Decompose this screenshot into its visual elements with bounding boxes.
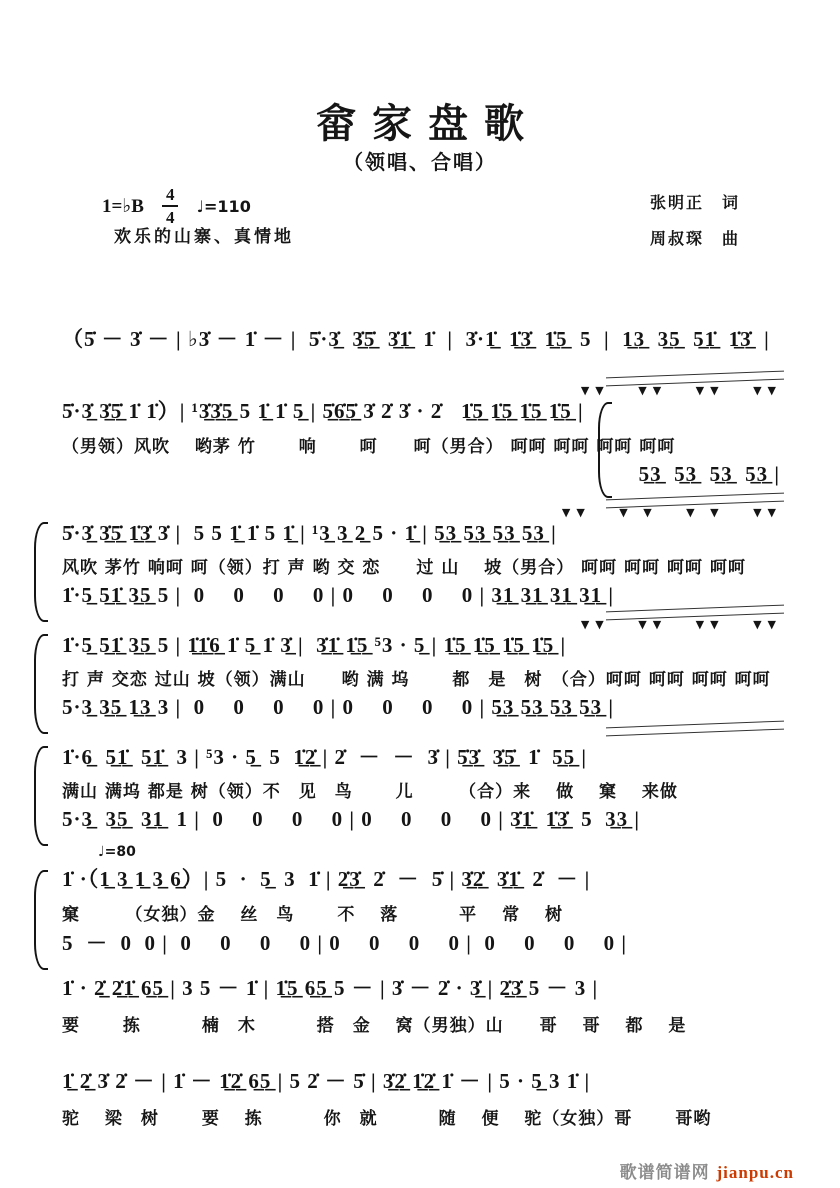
accent-marks: ▼▼ ▼▼ ▼▼ ▼▼ (580, 618, 782, 631)
composer-credit: 周叔琛 曲 (650, 229, 741, 248)
voice2-line: 1̇·5̲ 5̲1̲̇ 3̲5̲ 5 | 0 0 0 0 | 0 0 0 0 | 3̲1̲ 3̲1̲ 3̲1̲ 3̲1̲ | (62, 583, 615, 608)
voice2-line: 5·3̲ 3̲5̲ 1̲3̲ 3 | 0 0 0 0 | 0 0 0 0 | 5̲3̲ 5̲3̲ 5̲3̲ 5̲3̲ | (62, 695, 615, 720)
system-5 (62, 728, 798, 833)
lyrics-line: 要 拣 楠 木 搭 金 窝（男独）山 哥 哥 都 是 (62, 1016, 687, 1037)
voice-brace (34, 634, 48, 734)
system-1 (62, 326, 798, 352)
key-time-tempo-row (102, 186, 251, 226)
time-signature (162, 186, 179, 226)
lyrics-line: 风吹 茅竹 响呵 呵（领）打 声 哟 交 恋 过 山 坡（男合） 呵呵 呵呵 呵呵 呵呵 (62, 558, 746, 579)
lyrics-line: 窠 （女独）金 丝 鸟 不 落 平 常 树 (62, 905, 564, 926)
voice2-line: 5·3̲ 3̲5̲ 3̲1̲ 1 | 0 0 0 0 | 0 0 0 0 | 3̲̇1̲̇ 1̲̇3̲̇ 5 3̲3̲ | (62, 807, 641, 832)
notes-line: 1̇·6̲ 5̲1̲̇ 5̲1̲̇ 3 | ⁵3 · 5̲ 5 1̲̇2̲̇ | 2̇ － － 3̇ | 5̲̇3̲̇ 3̲̇5̲̇ 1̇ 5̲5̲ | (62, 745, 588, 769)
song-subtitle: （领唱、合唱） (343, 150, 497, 174)
voice-brace (34, 746, 48, 846)
lyricist-credit: 张明正 词 (650, 193, 741, 212)
system-3 (62, 500, 798, 609)
key-signature: 1=♭B (102, 195, 144, 217)
voice-brace (34, 522, 48, 622)
notes-line: （5̇ － 3̇ － | ♭3̇ － 1̇ － | 5̇·3̲̇ 3̲̇5̲̇ 3̲̇1̲̇ 1̇ | 3̇·1̲̇ 1̲̇3̲̇ 1̲̇5̲ 5 | 1̲3̲ 3̲5̲ 5̲1̲̇ 1̲̇3̲̇ | (62, 327, 770, 351)
notes-line: 1̇ ·（1̲ 3̲ 1̲ 3̲ 6̲）| 5 · 5̲ 3 1̇ | 2̲̇3̲̇ 2̇ － 5̇ | 3̲̇2̲̇ 3̲̇1̲̇ 2̇ － | (62, 867, 591, 891)
expression-marking: 欢乐的山寨、真情地 (114, 227, 294, 247)
lyrics-line: （男领）风吹 哟茅 竹 响 呵 呵（男合） 呵呵 呵呵 呵呵 呵呵 (62, 437, 676, 458)
system-6 (62, 844, 798, 957)
time-signature-denominator: 4 (165, 208, 175, 227)
lyrics-line: 满山 满坞 都是 树（领）不 见 鸟 儿 （合）来 做 窠 来做 (62, 782, 678, 803)
notes-line: 1̇ · 2̲̇ 2̲̇1̲̇ 6̲5̲ | 3 5 － 1̇ | 1̲̇5̲ 6̲5̲ 5 － | 3̇ － 2̇ · 3̲̇ | 2̲̇3̲̇ 5 － 3 | (62, 976, 599, 1000)
voice2-line: 5̲3̲ 5̲3̲ 5̲3̲ 5̲3̲ | (638, 462, 780, 487)
site-name: 歌谱简谱网 (619, 1163, 717, 1183)
system-2 (62, 380, 798, 488)
lyrics-line: 打 声 交恋 过山 坡（领）满山 哟 满 坞 都 是 树 （合）呵呵 呵呵 呵呵 呵呵 (62, 670, 771, 691)
time-signature-numerator: 4 (162, 186, 179, 207)
notes-line: 1̲̇ 2̲̇ 3̇ 2̇ － | 1̇ － 1̲̇2̲̇ 6̲5̲ | 5 2̇ － 5̇ | 3̲̇2̲̇ 1̲̇2̲̇ 1̇ － | 5 · 5̲ 3 1̇ | (62, 1069, 591, 1093)
tempo-change-marking: ♩=80 (98, 844, 136, 860)
notes-line: 5̇·3̲̇ 3̲̇5̲̇ 1̲̇3̲̇ 3̇ | 5 5 1̲̇ 1̇ 5 1̲̇ | ¹3̲ 3̲ 2̲ 5 · 1̲̇ | 5̲3̲ 5̲3̲ 5̲3̲ 5̲3̲ | (62, 521, 557, 545)
notes-line: 1̇·5̲ 5̲1̲̇ 3̲5̲ 5 | 1̲̇1̲̇6̲ 1̇ 5̲ 1̇ 3̲̇ | 3̲̇1̲̇ 1̲̇5̲ ⁵3 · 5̲ | 1̲̇5̲ 1̲̇5̲ 1̲̇5̲ 1̲̇5̲ | (62, 633, 567, 657)
tempo-marking: ♩=110 (196, 196, 251, 216)
lyrics-line: 驼 梁 树 要 拣 你 就 随 便 驼（女独）哥 哥哟 (62, 1109, 712, 1130)
system-7 (62, 975, 798, 1036)
accent-marks: ▼▼ ▼ ▼ ▼ ▼ ▼▼ (561, 506, 782, 519)
site-url: jianpu.cn (716, 1163, 794, 1182)
song-title: 畲家盘歌 (316, 101, 540, 147)
voice2-line: 5 － 0 0 | 0 0 0 0 | 0 0 0 0 | 0 0 0 0 | (62, 931, 627, 956)
notes-line: 5̇·3̲̇ 3̲̇5̲̇ 1̇ 1̇）| ¹3̲̇3̲̇5̲ 5 1̲̇ 1̇ 5̲ | 5̲̇6̲̇5̲̇ 3̇ 2̇ 3̇ · 2̇ 1̲̇5̲ 1̲̇5̲ 1̲̇5̲ 1̲̇5̲ | (62, 399, 584, 423)
system-4 (62, 614, 798, 721)
accent-marks: ▼▼ ▼▼ ▼▼ ▼▼ (580, 384, 782, 397)
watermark-footer (620, 1158, 794, 1183)
system-8 (62, 1068, 798, 1129)
voice-brace (34, 870, 48, 970)
crescendo-lines (606, 721, 784, 737)
